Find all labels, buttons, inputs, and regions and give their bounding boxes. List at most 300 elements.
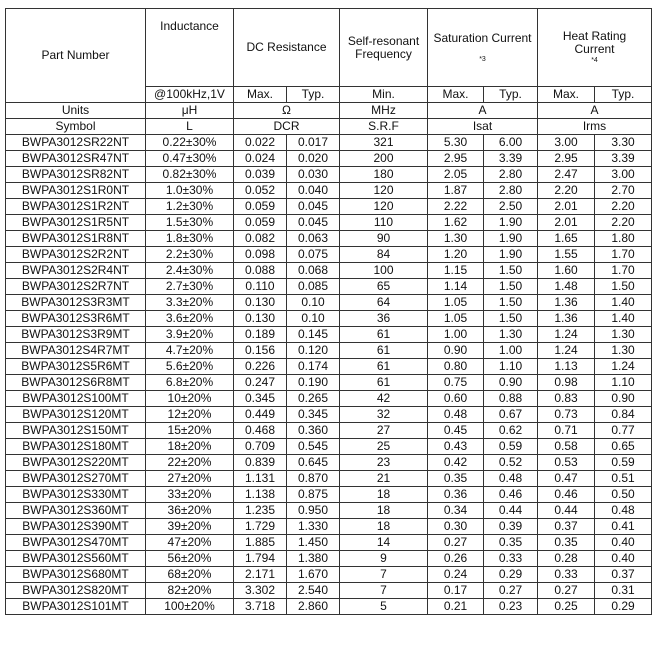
heat-typ-cell: 1.24 xyxy=(595,359,652,375)
dcr-typ-cell: 0.950 xyxy=(287,503,340,519)
table-row xyxy=(6,247,652,263)
dcr-typ-cell: 0.145 xyxy=(287,327,340,343)
srf-cell: 36 xyxy=(340,311,428,327)
sat-max-cell: 0.60 xyxy=(428,391,484,407)
heat-typ-cell: 1.30 xyxy=(595,343,652,359)
heat-typ-cell: 2.20 xyxy=(595,199,652,215)
heat-typ-cell: 0.84 xyxy=(595,407,652,423)
dcr-typ-cell: 0.068 xyxy=(287,263,340,279)
table-row xyxy=(6,567,652,583)
heat-max-cell: 1.65 xyxy=(538,231,595,247)
inductance-cell: 56±20% xyxy=(146,551,234,567)
saturation-header-label: Saturation Current xyxy=(433,30,532,45)
sat-typ-cell: 0.52 xyxy=(484,455,538,471)
inductance-cell: 1.2±30% xyxy=(146,199,234,215)
part-number-cell: BWPA3012S680MT xyxy=(6,567,146,583)
heat-typ-cell: 0.90 xyxy=(595,391,652,407)
sat-max-cell: 0.36 xyxy=(428,487,484,503)
inductance-cell: 15±20% xyxy=(146,423,234,439)
srf-symbol: S.R.F xyxy=(340,119,428,135)
dcr-typ-cell: 1.670 xyxy=(287,567,340,583)
dcr-max-cell: 0.226 xyxy=(234,359,287,375)
table-row xyxy=(6,151,652,167)
srf-cell: 61 xyxy=(340,327,428,343)
srf-min-header: Min. xyxy=(340,87,428,103)
part-number-cell: BWPA3012S1R2NT xyxy=(6,199,146,215)
dcr-max-cell: 2.171 xyxy=(234,567,287,583)
dcr-typ-cell: 0.045 xyxy=(287,199,340,215)
srf-cell: 27 xyxy=(340,423,428,439)
srf-cell: 100 xyxy=(340,263,428,279)
dcr-typ-cell: 0.085 xyxy=(287,279,340,295)
sat-symbol: Isat xyxy=(428,119,538,135)
srf-cell: 84 xyxy=(340,247,428,263)
dcr-typ-cell: 1.450 xyxy=(287,535,340,551)
part-number-cell: BWPA3012S3R3MT xyxy=(6,295,146,311)
table-row xyxy=(6,455,652,471)
dcr-max-cell: 3.718 xyxy=(234,599,287,615)
dcr-typ-cell: 0.045 xyxy=(287,215,340,231)
dcr-max-header: Max. xyxy=(234,87,287,103)
heat-max-cell: 2.20 xyxy=(538,183,595,199)
heat-typ-cell: 0.48 xyxy=(595,503,652,519)
srf-header xyxy=(340,9,428,87)
part-number-cell: BWPA3012SR82NT xyxy=(6,167,146,183)
heat-rating-header xyxy=(538,9,652,87)
sat-max-cell: 1.05 xyxy=(428,311,484,327)
heat-max-cell: 1.60 xyxy=(538,263,595,279)
inductance-cell: 82±20% xyxy=(146,583,234,599)
part-number-cell: BWPA3012S150MT xyxy=(6,423,146,439)
dcr-max-cell: 1.138 xyxy=(234,487,287,503)
heat-typ-cell: 1.70 xyxy=(595,263,652,279)
table-row xyxy=(6,327,652,343)
part-number-cell: BWPA3012S330MT xyxy=(6,487,146,503)
heat-typ-cell: 0.40 xyxy=(595,535,652,551)
part-number-cell: BWPA3012S3R9MT xyxy=(6,327,146,343)
sat-typ-cell: 1.90 xyxy=(484,247,538,263)
sat-max-cell: 1.15 xyxy=(428,263,484,279)
sat-typ-cell: 2.80 xyxy=(484,183,538,199)
sat-max-cell: 1.05 xyxy=(428,295,484,311)
sat-max-cell: 0.90 xyxy=(428,343,484,359)
part-number-cell: BWPA3012S120MT xyxy=(6,407,146,423)
heat-typ-cell: 3.30 xyxy=(595,135,652,151)
dcr-typ-cell: 0.063 xyxy=(287,231,340,247)
units-label: Units xyxy=(6,103,146,119)
part-number-cell: BWPA3012S390MT xyxy=(6,519,146,535)
dcr-max-cell: 0.059 xyxy=(234,215,287,231)
dcr-unit: Ω xyxy=(234,103,340,119)
dcr-max-cell: 3.302 xyxy=(234,583,287,599)
inductance-cell: 1.0±30% xyxy=(146,183,234,199)
srf-cell: 7 xyxy=(340,583,428,599)
dcr-typ-header: Typ. xyxy=(287,87,340,103)
sat-max-cell: 0.43 xyxy=(428,439,484,455)
sat-max-cell: 0.35 xyxy=(428,471,484,487)
sat-typ-cell: 0.33 xyxy=(484,551,538,567)
dcr-typ-cell: 0.174 xyxy=(287,359,340,375)
sat-max-cell: 0.24 xyxy=(428,567,484,583)
srf-cell: 61 xyxy=(340,343,428,359)
heat-max-cell: 0.47 xyxy=(538,471,595,487)
table-row xyxy=(6,215,652,231)
sat-max-cell: 1.00 xyxy=(428,327,484,343)
heat-max-cell: 0.27 xyxy=(538,583,595,599)
inductance-cell: 0.47±30% xyxy=(146,151,234,167)
table-row xyxy=(6,583,652,599)
srf-cell: 14 xyxy=(340,535,428,551)
inductance-unit: μH xyxy=(146,103,234,119)
table-row xyxy=(6,343,652,359)
part-number-cell: BWPA3012S100MT xyxy=(6,391,146,407)
heat-typ-cell: 1.30 xyxy=(595,327,652,343)
dcr-max-cell: 0.345 xyxy=(234,391,287,407)
srf-cell: 7 xyxy=(340,567,428,583)
inductance-cell: 5.6±20% xyxy=(146,359,234,375)
part-number-cell: BWPA3012S1R0NT xyxy=(6,183,146,199)
dcr-max-cell: 0.130 xyxy=(234,311,287,327)
units-row xyxy=(6,103,652,119)
heat-max-cell: 0.73 xyxy=(538,407,595,423)
inductance-cell: 2.2±30% xyxy=(146,247,234,263)
heat-max-cell: 1.36 xyxy=(538,311,595,327)
inductance-header xyxy=(146,9,234,87)
sat-typ-cell: 0.35 xyxy=(484,535,538,551)
table-row xyxy=(6,599,652,615)
part-number-cell: BWPA3012S4R7MT xyxy=(6,343,146,359)
heat-max-cell: 0.35 xyxy=(538,535,595,551)
heat-max-cell: 1.55 xyxy=(538,247,595,263)
dcr-typ-cell: 1.330 xyxy=(287,519,340,535)
heat-typ-cell: 2.70 xyxy=(595,183,652,199)
table-row xyxy=(6,311,652,327)
dcr-max-cell: 1.235 xyxy=(234,503,287,519)
sat-typ-cell: 0.29 xyxy=(484,567,538,583)
inductance-cell: 10±20% xyxy=(146,391,234,407)
heat-typ-cell: 0.77 xyxy=(595,423,652,439)
sat-typ-cell: 2.50 xyxy=(484,199,538,215)
srf-cell: 18 xyxy=(340,503,428,519)
sat-max-cell: 0.26 xyxy=(428,551,484,567)
srf-cell: 18 xyxy=(340,519,428,535)
table-row xyxy=(6,279,652,295)
sat-max-cell: 2.05 xyxy=(428,167,484,183)
table-row xyxy=(6,391,652,407)
heat-typ-cell: 0.50 xyxy=(595,487,652,503)
part-number-cell: BWPA3012S560MT xyxy=(6,551,146,567)
sat-typ-cell: 1.00 xyxy=(484,343,538,359)
sat-typ-cell: 1.90 xyxy=(484,231,538,247)
srf-cell: 9 xyxy=(340,551,428,567)
dc-resistance-header: DC Resistance xyxy=(234,9,340,87)
dcr-max-cell: 0.449 xyxy=(234,407,287,423)
sat-typ-cell: 3.39 xyxy=(484,151,538,167)
sat-typ-cell: 1.50 xyxy=(484,295,538,311)
heat-header-line2: Current xyxy=(574,42,615,56)
part-number-cell: BWPA3012S2R4NT xyxy=(6,263,146,279)
sat-typ-cell: 0.62 xyxy=(484,423,538,439)
table-row xyxy=(6,407,652,423)
sat-typ-cell: 0.39 xyxy=(484,519,538,535)
dcr-max-cell: 0.088 xyxy=(234,263,287,279)
inductance-cell: 3.3±20% xyxy=(146,295,234,311)
data-group-30pct xyxy=(6,135,652,295)
heat-typ-cell: 3.00 xyxy=(595,167,652,183)
dcr-typ-cell: 0.017 xyxy=(287,135,340,151)
table-row xyxy=(6,535,652,551)
heat-max-cell: 0.58 xyxy=(538,439,595,455)
part-number-cell: BWPA3012S2R2NT xyxy=(6,247,146,263)
dcr-max-cell: 0.130 xyxy=(234,295,287,311)
inductance-cell: 12±20% xyxy=(146,407,234,423)
symbol-row xyxy=(6,119,652,135)
table-row xyxy=(6,295,652,311)
inductance-cell: 3.9±20% xyxy=(146,327,234,343)
sat-typ-cell: 0.23 xyxy=(484,599,538,615)
table-row xyxy=(6,471,652,487)
sat-typ-cell: 0.48 xyxy=(484,471,538,487)
inductance-cell: 33±20% xyxy=(146,487,234,503)
dcr-max-cell: 0.022 xyxy=(234,135,287,151)
sat-typ-cell: 1.30 xyxy=(484,327,538,343)
srf-cell: 90 xyxy=(340,231,428,247)
heat-typ-cell: 0.31 xyxy=(595,583,652,599)
heat-max-cell: 2.01 xyxy=(538,215,595,231)
heat-typ-cell: 0.59 xyxy=(595,455,652,471)
heat-max-cell: 0.53 xyxy=(538,455,595,471)
heat-max-cell: 0.98 xyxy=(538,375,595,391)
table-row xyxy=(6,551,652,567)
table-row xyxy=(6,167,652,183)
dcr-typ-cell: 0.10 xyxy=(287,311,340,327)
sat-typ-cell: 0.67 xyxy=(484,407,538,423)
inductance-cell: 68±20% xyxy=(146,567,234,583)
heat-max-cell: 1.36 xyxy=(538,295,595,311)
dcr-typ-cell: 0.645 xyxy=(287,455,340,471)
sat-max-cell: 5.30 xyxy=(428,135,484,151)
inductance-cell: 6.8±20% xyxy=(146,375,234,391)
heat-typ-cell: 0.29 xyxy=(595,599,652,615)
sat-max-cell: 0.27 xyxy=(428,535,484,551)
heat-max-cell: 3.00 xyxy=(538,135,595,151)
sat-typ-cell: 1.50 xyxy=(484,279,538,295)
heat-max-cell: 1.13 xyxy=(538,359,595,375)
srf-cell: 5 xyxy=(340,599,428,615)
srf-cell: 42 xyxy=(340,391,428,407)
dcr-max-cell: 0.039 xyxy=(234,167,287,183)
dcr-typ-cell: 0.190 xyxy=(287,375,340,391)
heat-typ-cell: 1.80 xyxy=(595,231,652,247)
heat-max-cell: 0.46 xyxy=(538,487,595,503)
sat-typ-cell: 2.80 xyxy=(484,167,538,183)
dcr-typ-cell: 0.545 xyxy=(287,439,340,455)
dcr-max-cell: 1.729 xyxy=(234,519,287,535)
sat-typ-cell: 1.90 xyxy=(484,215,538,231)
part-number-cell: BWPA3012S3R6MT xyxy=(6,311,146,327)
heat-typ-cell: 0.40 xyxy=(595,551,652,567)
srf-cell: 21 xyxy=(340,471,428,487)
srf-cell: 200 xyxy=(340,151,428,167)
table-row xyxy=(6,263,652,279)
heat-typ-cell: 2.20 xyxy=(595,215,652,231)
inductance-cell: 1.5±30% xyxy=(146,215,234,231)
sat-max-cell: 2.22 xyxy=(428,199,484,215)
heat-max-cell: 2.01 xyxy=(538,199,595,215)
spec-table xyxy=(5,8,652,615)
heat-max-cell: 0.28 xyxy=(538,551,595,567)
sat-typ-cell: 1.50 xyxy=(484,311,538,327)
sat-max-cell: 1.20 xyxy=(428,247,484,263)
heat-typ-cell: 0.37 xyxy=(595,567,652,583)
srf-header-line2: Frequency xyxy=(355,46,412,61)
inductance-cell: 4.7±20% xyxy=(146,343,234,359)
sat-max-cell: 0.21 xyxy=(428,599,484,615)
dcr-typ-cell: 0.870 xyxy=(287,471,340,487)
heat-max-cell: 1.24 xyxy=(538,343,595,359)
heat-typ-header: Typ. xyxy=(595,87,652,103)
srf-cell: 110 xyxy=(340,215,428,231)
table-row xyxy=(6,231,652,247)
dcr-typ-cell: 1.380 xyxy=(287,551,340,567)
table-row xyxy=(6,183,652,199)
heat-typ-cell: 0.65 xyxy=(595,439,652,455)
inductance-header-label: Inductance xyxy=(160,18,219,33)
dcr-typ-cell: 0.265 xyxy=(287,391,340,407)
heat-typ-cell: 1.10 xyxy=(595,375,652,391)
srf-cell: 25 xyxy=(340,439,428,455)
part-number-cell: BWPA3012S1R5NT xyxy=(6,215,146,231)
heat-typ-cell: 1.70 xyxy=(595,247,652,263)
inductance-cell: 0.22±30% xyxy=(146,135,234,151)
heat-max-cell: 1.24 xyxy=(538,327,595,343)
heat-max-header: Max. xyxy=(538,87,595,103)
inductance-cell: 100±20% xyxy=(146,599,234,615)
table-row xyxy=(6,375,652,391)
sat-max-cell: 0.34 xyxy=(428,503,484,519)
sat-max-cell: 1.30 xyxy=(428,231,484,247)
srf-cell: 32 xyxy=(340,407,428,423)
heat-max-cell: 0.33 xyxy=(538,567,595,583)
part-number-cell: BWPA3012S1R8NT xyxy=(6,231,146,247)
inductance-cell: 18±20% xyxy=(146,439,234,455)
heat-max-cell: 2.47 xyxy=(538,167,595,183)
sat-max-cell: 1.87 xyxy=(428,183,484,199)
srf-cell: 120 xyxy=(340,199,428,215)
sat-typ-cell: 6.00 xyxy=(484,135,538,151)
data-group-20pct xyxy=(6,295,652,615)
table-row xyxy=(6,439,652,455)
dcr-max-cell: 0.839 xyxy=(234,455,287,471)
dcr-max-cell: 0.059 xyxy=(234,199,287,215)
symbol-label: Symbol xyxy=(6,119,146,135)
dcr-max-cell: 0.110 xyxy=(234,279,287,295)
dcr-typ-cell: 0.120 xyxy=(287,343,340,359)
table-row xyxy=(6,487,652,503)
srf-cell: 61 xyxy=(340,375,428,391)
dcr-max-cell: 1.131 xyxy=(234,471,287,487)
heat-max-cell: 1.48 xyxy=(538,279,595,295)
dcr-max-cell: 1.794 xyxy=(234,551,287,567)
part-number-cell: BWPA3012S101MT xyxy=(6,599,146,615)
inductance-cell: 22±20% xyxy=(146,455,234,471)
dcr-max-cell: 0.156 xyxy=(234,343,287,359)
table-row xyxy=(6,359,652,375)
heat-max-cell: 0.44 xyxy=(538,503,595,519)
sat-typ-cell: 0.46 xyxy=(484,487,538,503)
part-number-cell: BWPA3012S220MT xyxy=(6,455,146,471)
dcr-typ-cell: 2.540 xyxy=(287,583,340,599)
sat-typ-cell: 1.10 xyxy=(484,359,538,375)
srf-cell: 18 xyxy=(340,487,428,503)
dcr-typ-cell: 0.020 xyxy=(287,151,340,167)
sat-max-cell: 0.42 xyxy=(428,455,484,471)
part-number-cell: BWPA3012S820MT xyxy=(6,583,146,599)
sat-max-cell: 2.95 xyxy=(428,151,484,167)
sat-typ-header: Typ. xyxy=(484,87,538,103)
dcr-max-cell: 0.247 xyxy=(234,375,287,391)
table-row xyxy=(6,503,652,519)
saturation-note: *3 xyxy=(479,55,486,63)
part-number-cell: BWPA3012S270MT xyxy=(6,471,146,487)
sat-max-cell: 0.30 xyxy=(428,519,484,535)
table-row xyxy=(6,135,652,151)
dcr-typ-cell: 0.345 xyxy=(287,407,340,423)
srf-cell: 64 xyxy=(340,295,428,311)
sat-typ-cell: 0.88 xyxy=(484,391,538,407)
sat-unit: A xyxy=(428,103,538,119)
dcr-max-cell: 0.189 xyxy=(234,327,287,343)
srf-unit: MHz xyxy=(340,103,428,119)
heat-max-cell: 0.83 xyxy=(538,391,595,407)
heat-typ-cell: 0.41 xyxy=(595,519,652,535)
heat-typ-cell: 1.50 xyxy=(595,279,652,295)
sat-typ-cell: 0.27 xyxy=(484,583,538,599)
inductance-cell: 3.6±20% xyxy=(146,311,234,327)
dcr-max-cell: 0.052 xyxy=(234,183,287,199)
part-number-cell: BWPA3012SR47NT xyxy=(6,151,146,167)
dcr-symbol: DCR xyxy=(234,119,340,135)
dcr-max-cell: 0.082 xyxy=(234,231,287,247)
srf-cell: 23 xyxy=(340,455,428,471)
saturation-header xyxy=(428,9,538,87)
heat-max-cell: 2.95 xyxy=(538,151,595,167)
dcr-typ-cell: 2.860 xyxy=(287,599,340,615)
inductance-cell: 2.4±30% xyxy=(146,263,234,279)
sat-typ-cell: 0.90 xyxy=(484,375,538,391)
heat-header-line1: Heat Rating xyxy=(562,29,627,43)
sat-max-header: Max. xyxy=(428,87,484,103)
heat-max-cell: 0.25 xyxy=(538,599,595,615)
heat-max-cell: 0.71 xyxy=(538,423,595,439)
inductance-symbol: L xyxy=(146,119,234,135)
inductance-condition: @100kHz,1V xyxy=(146,87,234,103)
srf-cell: 61 xyxy=(340,359,428,375)
part-number-cell: BWPA3012S6R8MT xyxy=(6,375,146,391)
table-row xyxy=(6,423,652,439)
sat-max-cell: 0.48 xyxy=(428,407,484,423)
sat-typ-cell: 0.44 xyxy=(484,503,538,519)
srf-cell: 65 xyxy=(340,279,428,295)
heat-typ-cell: 1.40 xyxy=(595,295,652,311)
heat-symbol: Irms xyxy=(538,119,652,135)
part-number-header: Part Number xyxy=(6,9,146,103)
inductance-cell: 2.7±30% xyxy=(146,279,234,295)
srf-cell: 321 xyxy=(340,135,428,151)
dcr-max-cell: 0.468 xyxy=(234,423,287,439)
inductance-cell: 36±20% xyxy=(146,503,234,519)
inductance-cell: 0.82±30% xyxy=(146,167,234,183)
